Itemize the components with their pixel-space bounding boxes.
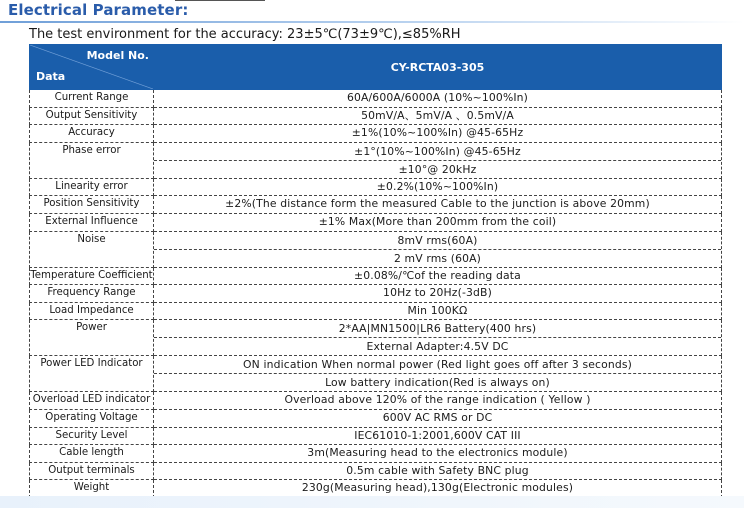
spec-value-group [154,320,722,356]
spec-value-group [154,231,722,267]
header-corner-cell [30,45,154,90]
spec-value: 3m(Measuring head to the electronics module) [154,445,722,463]
bottom-band [0,496,744,508]
test-environment-note: The test environment for the accuracy: 23±5℃(73±9℃),≤85%RH [29,27,461,42]
spec-label: Phase error [30,142,154,178]
table-row [30,320,722,356]
spec-value: ±0.2%(10%~100%In) [154,178,722,196]
spec-label: Cable length [30,445,154,463]
spec-value: ±10°@ 20kHz [154,160,721,178]
table-row [30,125,722,143]
spec-value: ±0.08%/℃of the reading data [154,267,722,285]
spec-value: ±1%(10%~100%In) @45-65Hz [154,125,722,143]
spec-value: Min 100KΩ [154,302,722,320]
spec-label: Current Range [30,90,154,108]
spec-label: Frequency Range [30,285,154,303]
spec-table [29,44,722,498]
table-row [30,285,722,303]
title-underline [0,21,744,23]
spec-label: Temperature Coefficient [30,267,154,285]
spec-value: 8mV rms(60A) [397,233,478,247]
table-row [30,107,722,125]
spec-label: Weight [30,480,154,498]
table-row [30,142,722,178]
spec-value: 10Hz to 20Hz(-3dB) [154,285,722,303]
spec-value: ±1°(10%~100%In) @45-65Hz [354,144,521,158]
table-row [30,409,722,427]
spec-label: Output Sensitivity [30,107,154,125]
spec-label: Noise [30,231,154,267]
spec-value-group [154,356,722,392]
spec-value: 0.5m cable with Safety BNC plug [154,462,722,480]
top-rule [175,0,265,1]
header-model-label: Model No. [86,49,149,62]
table-row [30,392,722,410]
spec-label: Load Impedance [30,302,154,320]
table-header-row [30,45,722,90]
spec-label: Linearity error [30,178,154,196]
section-title: Electrical Parameter: [8,1,189,19]
spec-value: 230g(Measuring head),130g(Electronic modules) [154,480,722,498]
table-row [30,90,722,108]
table-row [30,267,722,285]
table-row [30,178,722,196]
table-row [30,213,722,231]
spec-label: Security Level [30,427,154,445]
spec-label: Position Sensitivity [30,196,154,214]
spec-value: ON indication When normal power (Red light goes off after 3 seconds) [242,358,632,372]
header-model-value: CY-RCTA03-305 [154,45,722,90]
spec-value: 60A/600A/6000A (10%~100%In) [154,90,722,108]
spec-value: ±2%(The distance form the measured Cable to the junction is above 20mm) [154,196,722,214]
spec-label: Accuracy [30,125,154,143]
spec-label: External Influence [30,213,154,231]
table-row [30,302,722,320]
table-row [30,445,722,463]
spec-label: Output terminals [30,462,154,480]
spec-value: 2*AA|MN1500|LR6 Battery(400 hrs) [338,322,537,336]
spec-value: ±1% Max(More than 200mm from the coil) [154,213,722,231]
spec-label: Overload LED indicator [30,392,154,410]
spec-value: 600V AC RMS or DC [154,409,722,427]
table-row [30,462,722,480]
spec-value: IEC61010-1:2001,600V CAT III [154,427,722,445]
table-row [30,231,722,267]
spec-label: Power LED Indicator [30,356,154,392]
table-row [30,196,722,214]
table-row [30,427,722,445]
spec-label: Power [30,320,154,356]
spec-label: Operating Voltage [30,409,154,427]
spec-value-group [154,142,722,178]
spec-value: Overload above 120% of the range indication ( Yellow ) [154,392,722,410]
spec-value: 50mV/A、5mV/A 、0.5mV/A [154,107,722,125]
table-row [30,356,722,392]
spec-value: 2 mV rms (60A) [154,249,721,267]
spec-value: Low battery indication(Red is always on) [154,373,721,391]
table-row [30,480,722,498]
header-data-label: Data [36,70,66,83]
spec-value: External Adapter:4.5V DC [154,337,721,355]
